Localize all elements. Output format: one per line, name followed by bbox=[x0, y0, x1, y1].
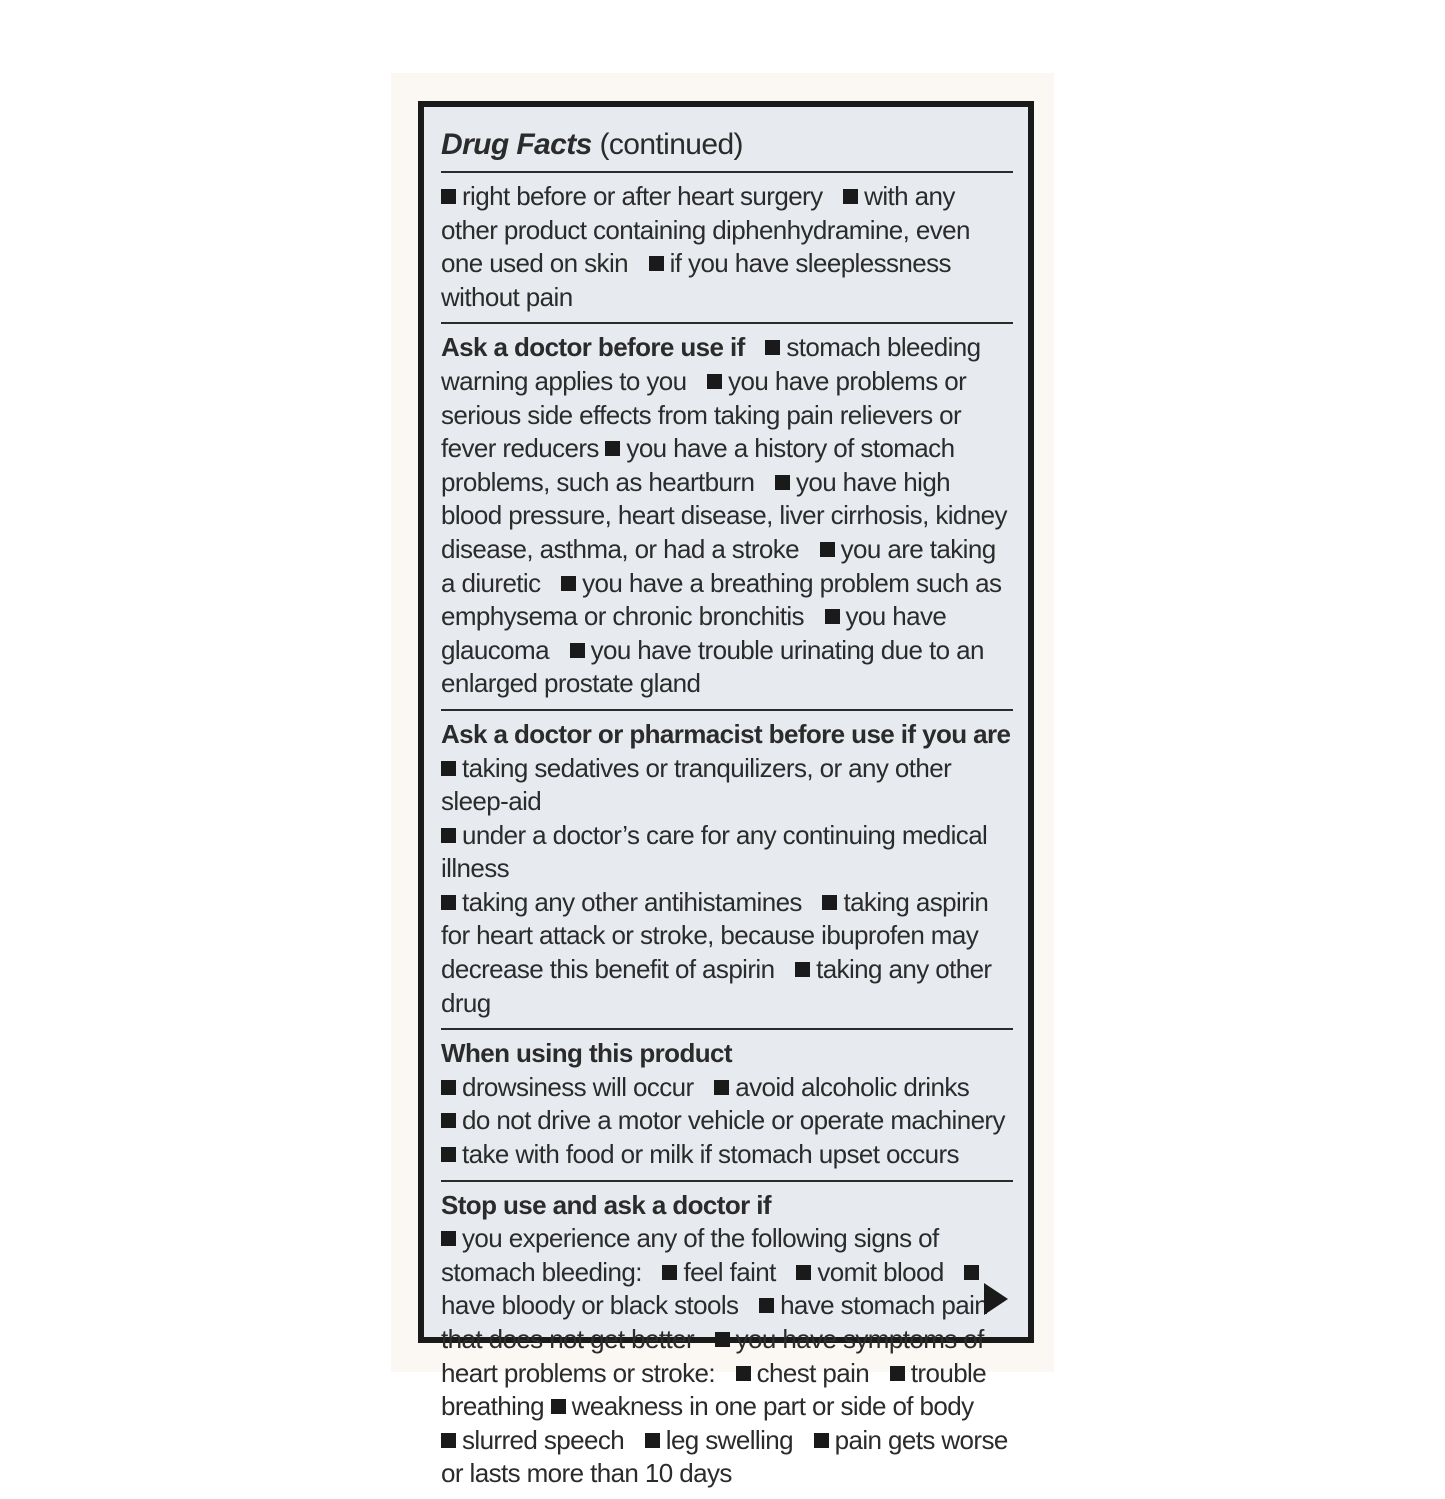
section-stop-use bbox=[441, 1182, 1013, 1499]
title-main: Drug Facts bbox=[441, 128, 592, 161]
bullet-square-icon bbox=[890, 1366, 905, 1381]
bullet-square-icon bbox=[570, 643, 585, 658]
section-continued-warnings bbox=[441, 173, 1013, 324]
list-item: chest pain bbox=[736, 1358, 870, 1388]
bullet-square-icon bbox=[441, 1231, 456, 1246]
bullet-square-icon bbox=[441, 1147, 456, 1162]
drug-facts-title bbox=[441, 119, 1013, 173]
list-item: pain gets worse or lasts more than 10 days bbox=[441, 1424, 1008, 1489]
bullet-square-icon bbox=[736, 1366, 751, 1381]
list-item: you are taking a diuretic bbox=[441, 533, 996, 598]
bullet-square-icon bbox=[814, 1433, 829, 1448]
section-when-using bbox=[441, 1030, 1013, 1181]
list-item: you have trouble urinating due to an enlarged prostate gland bbox=[441, 634, 984, 699]
list-item: taking any other antihistamines bbox=[441, 887, 802, 917]
list-item: feel faint bbox=[662, 1257, 775, 1287]
bullet-square-icon bbox=[551, 1399, 566, 1414]
list-item: leg swelling bbox=[645, 1425, 793, 1455]
list-item: taking sedatives or tranquilizers, or any other sleep-aid bbox=[441, 752, 952, 817]
list-item: avoid alcoholic drinks bbox=[714, 1072, 969, 1102]
list-item: have bloody or black stools bbox=[441, 1257, 985, 1321]
list-item: you experience any of the following signs of stomach bleeding: bbox=[441, 1223, 939, 1287]
bullet-square-icon bbox=[561, 576, 576, 591]
bullet-square-icon bbox=[441, 189, 456, 204]
list-item: if you have sleeplessness without pain bbox=[441, 248, 951, 312]
section-heading: Ask a doctor before use if bbox=[441, 332, 745, 363]
bullet-square-icon bbox=[441, 1433, 456, 1448]
drug-facts-content bbox=[441, 119, 1013, 1499]
bullet-square-icon bbox=[775, 475, 790, 490]
bullet-square-icon bbox=[715, 1332, 730, 1347]
bullet-square-icon bbox=[825, 609, 840, 624]
bullet-square-icon bbox=[820, 542, 835, 557]
bullet-square-icon bbox=[765, 340, 780, 355]
list-item: stomach bleeding warning applies to you bbox=[441, 332, 981, 396]
section-ask-doctor-pharmacist bbox=[441, 711, 1013, 1030]
bullet-square-icon bbox=[964, 1265, 979, 1280]
bullet-square-icon bbox=[441, 1113, 456, 1128]
bullet-square-icon bbox=[795, 962, 810, 977]
bullet-square-icon bbox=[441, 895, 456, 910]
bullet-square-icon bbox=[605, 441, 620, 456]
list-item: you have problems or serious side effects from taking pain relievers or fever reducers bbox=[441, 365, 967, 464]
list-item: slurred speech bbox=[441, 1425, 624, 1455]
bullet-square-icon bbox=[649, 256, 664, 271]
list-item: you have high blood pressure, heart disease, liver cirrhosis, kidney disease, asthma, or had a stroke bbox=[441, 466, 1007, 564]
bullet-square-icon bbox=[441, 761, 456, 776]
section-heading: When using this product bbox=[441, 1038, 732, 1069]
bullet-square-icon bbox=[645, 1433, 660, 1448]
bullet-square-icon bbox=[441, 1080, 456, 1095]
bullet-square-icon bbox=[796, 1265, 811, 1280]
play-arrow-icon bbox=[984, 1283, 1008, 1315]
list-item: take with food or milk if stomach upset occurs bbox=[441, 1139, 959, 1169]
bullet-square-icon bbox=[441, 828, 456, 843]
bullet-square-icon bbox=[707, 374, 722, 389]
list-item: you have a history of stomach problems, such as heartburn bbox=[441, 433, 955, 497]
list-item: you have a breathing problem such as emphysema or chronic bronchitis bbox=[441, 567, 1002, 632]
list-item: do not drive a motor vehicle or operate machinery bbox=[441, 1105, 1005, 1135]
section-ask-doctor bbox=[441, 324, 1013, 711]
list-item: under a doctor’s care for any continuing medical illness bbox=[441, 819, 988, 884]
list-item: with any other product containing diphenhydramine, even one used on skin bbox=[441, 181, 970, 279]
list-item: have stomach pain that does not get better bbox=[441, 1290, 989, 1354]
list-item: taking aspirin for heart attack or stroke, because ibuprofen may decrease this benefit of aspirin bbox=[441, 886, 989, 985]
bullet-square-icon bbox=[759, 1298, 774, 1313]
bullet-square-icon bbox=[822, 895, 837, 910]
list-item: you have symptoms of heart problems or stroke: bbox=[441, 1324, 984, 1388]
list-item: drowsiness will occur bbox=[441, 1072, 694, 1102]
bullet-square-icon bbox=[843, 189, 858, 204]
list-item: vomit blood bbox=[796, 1257, 943, 1287]
list-item: weakness in one part or side of body bbox=[551, 1391, 974, 1421]
list-item: trouble breathing bbox=[441, 1357, 987, 1422]
bullet-square-icon bbox=[662, 1265, 677, 1280]
bullet-square-icon bbox=[714, 1080, 729, 1095]
section-heading: Ask a doctor or pharmacist before use if you are bbox=[441, 718, 1011, 749]
drug-facts-panel bbox=[418, 101, 1034, 1489]
title-sub: (continued) bbox=[599, 128, 743, 161]
list-item: taking any other drug bbox=[441, 954, 992, 1018]
list-item: right before or after heart surgery bbox=[441, 181, 823, 211]
list-item: you have glaucoma bbox=[441, 601, 947, 665]
section-heading: Stop use and ask a doctor if bbox=[441, 1189, 771, 1220]
